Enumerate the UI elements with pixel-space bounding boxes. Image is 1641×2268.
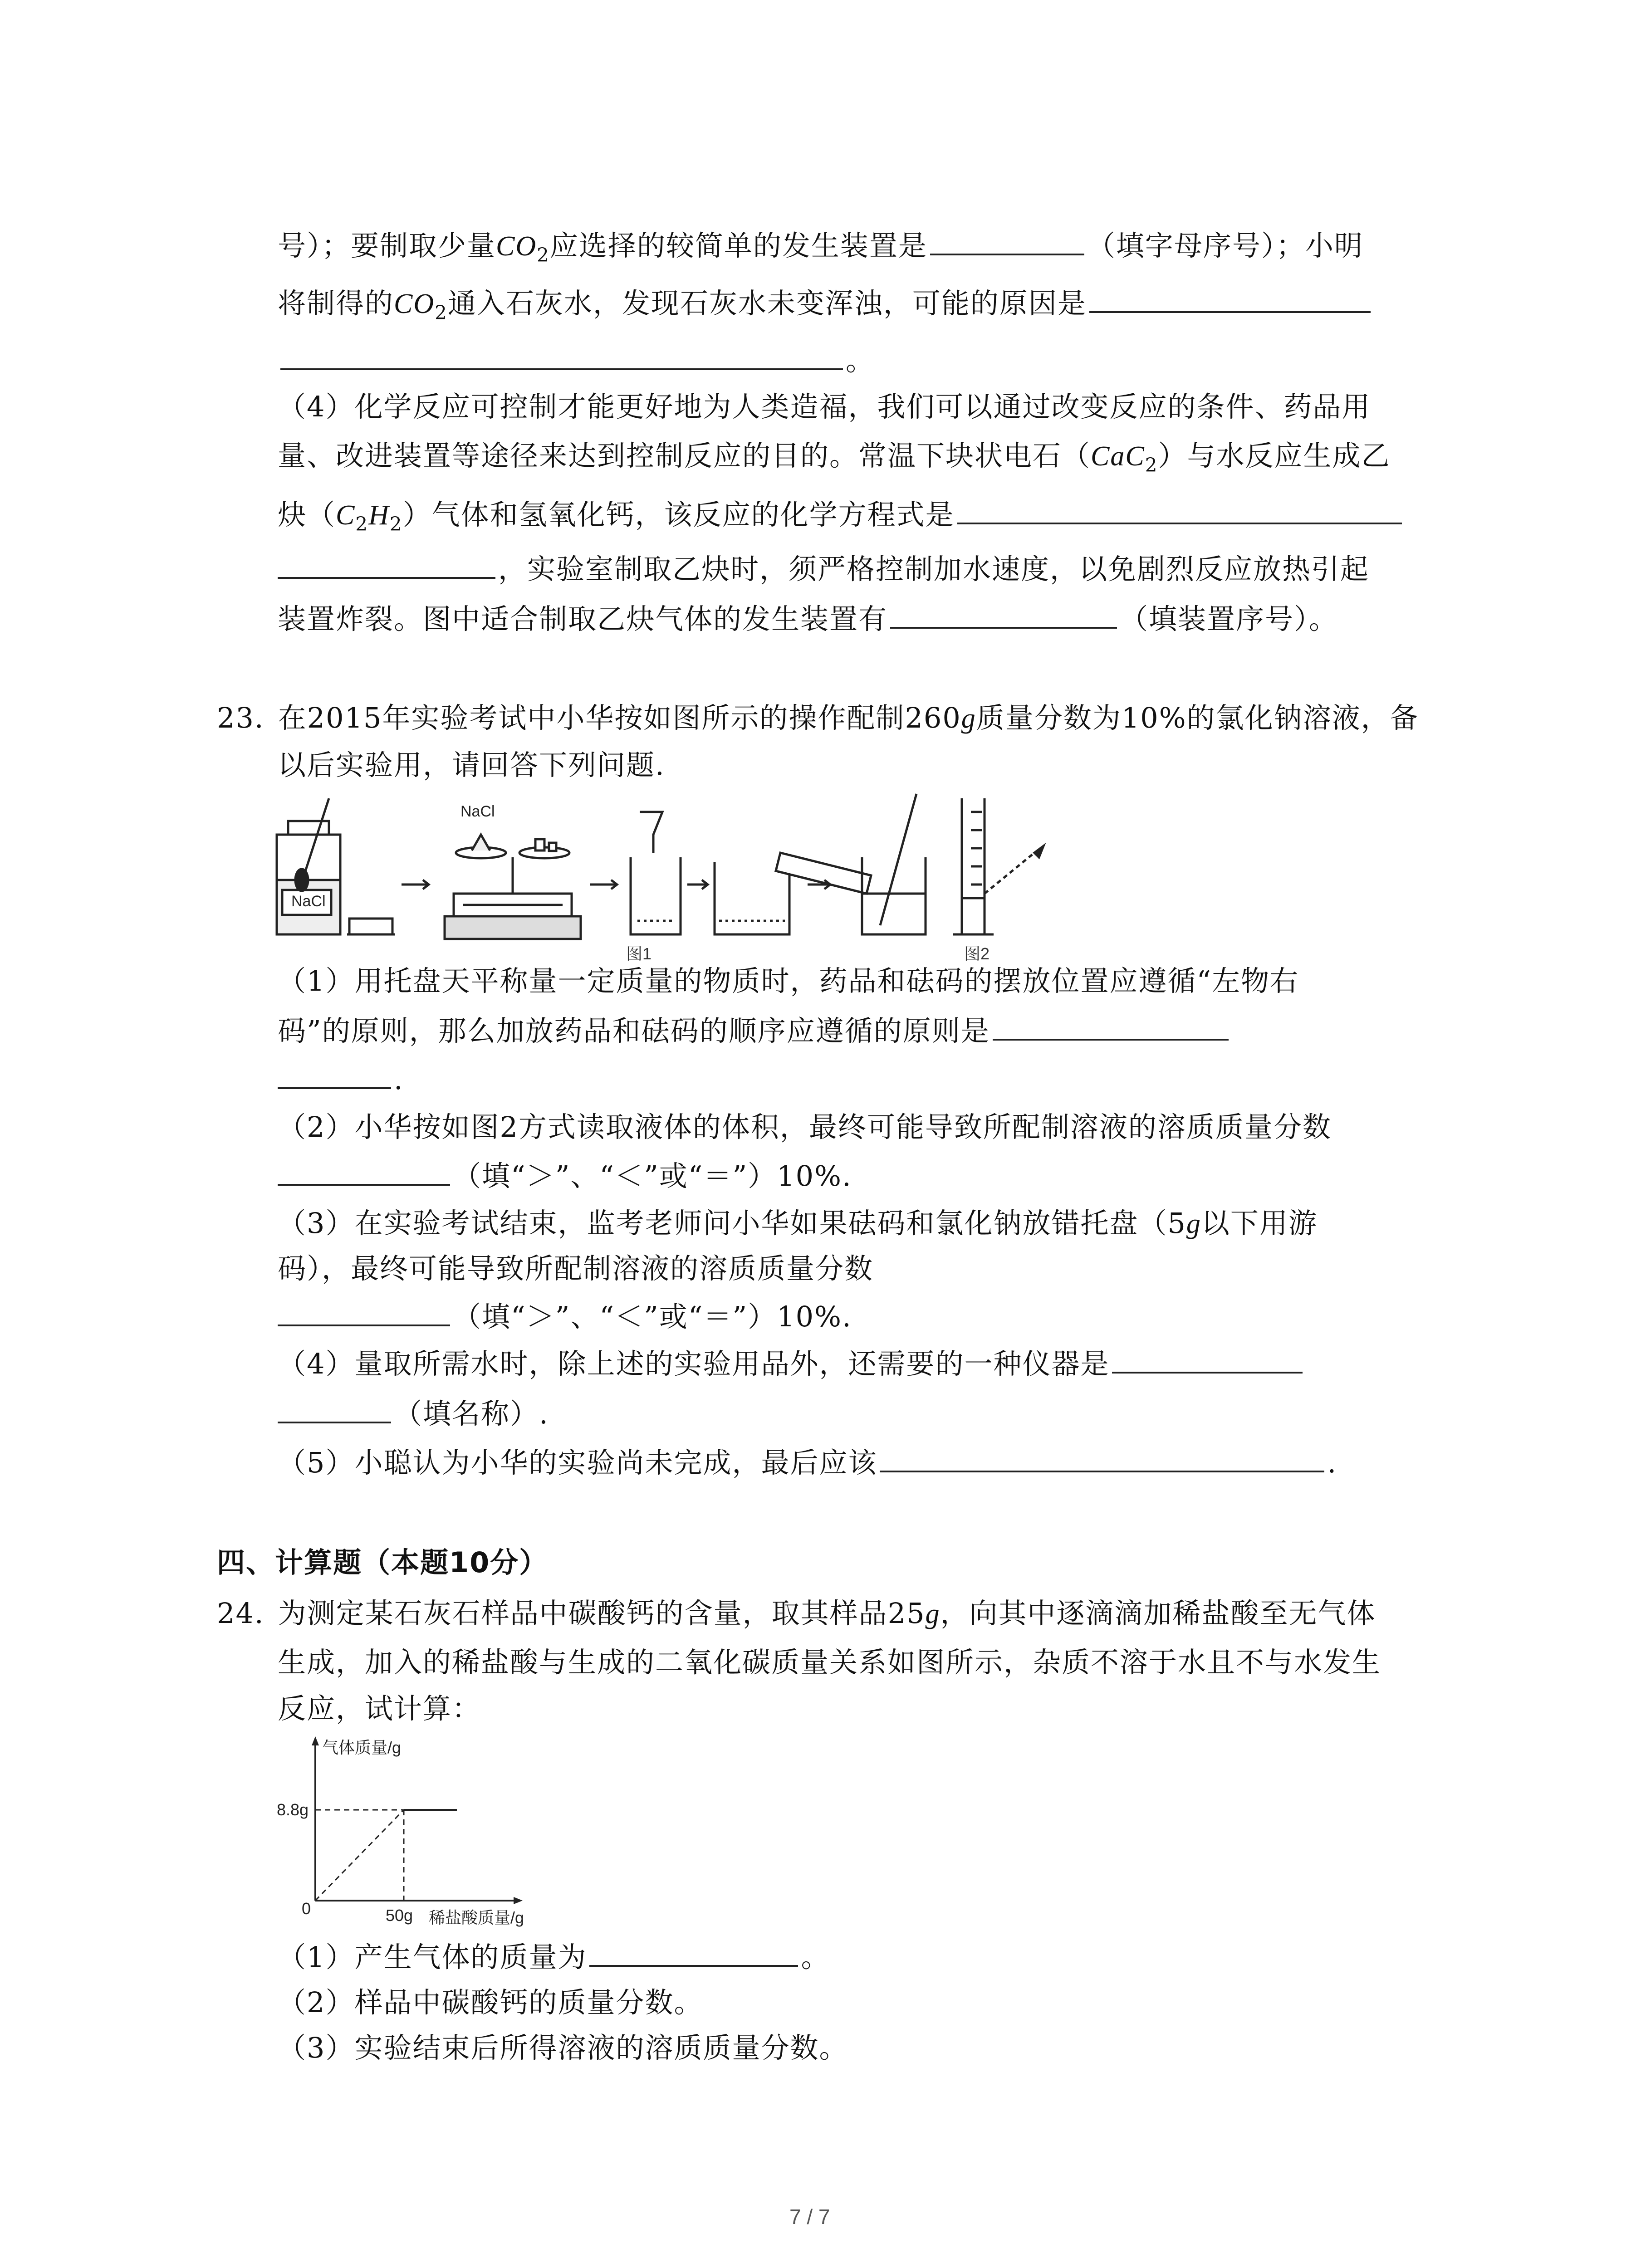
q22-p4-line-2: 量、改进装置等途径来达到控制反应的目的。常温下块状电石（CaC$_2$）与水反应生成乙 xyxy=(278,439,1391,476)
answer-blank[interactable] xyxy=(280,340,843,370)
answer-blank[interactable] xyxy=(880,1442,1324,1472)
origin-label: 0 xyxy=(302,1899,311,1918)
q24-line-3: 反应，试计算： xyxy=(278,1692,481,1725)
q23-s1-line-1: （1）用托盘天平称量一定质量的物质时，药品和砝码的摆放位置应遵循“左物右 xyxy=(278,964,1299,997)
q22-line-1: 号）；要制取少量$CO_2$应选择的较简单的发生装置是 （填字母序号）；小明 xyxy=(278,225,1363,275)
x-tick-label: 50g xyxy=(386,1906,413,1925)
q24-line-1: 24. 为测定某石灰石样品中碳酸钙的含量，取其样品25g，向其中逐滴滴加稀盐酸至无气体 xyxy=(217,1597,1376,1630)
q24-line-2: 生成，加入的稀盐酸与生成的二氧化碳质量关系如图所示，杂质不溶于水且不与水发生 xyxy=(278,1646,1381,1679)
figure-1-label: 图1 xyxy=(626,944,652,963)
reagent-bottle-icon xyxy=(277,798,340,934)
answer-blank[interactable] xyxy=(278,549,495,579)
beaker-cylinder-icon xyxy=(715,853,871,934)
q22-p4-line-1: （4）化学反应可控制才能更好地为人类造福，我们可以通过改变反应的条件、药品用 xyxy=(278,390,1371,423)
answer-blank[interactable] xyxy=(957,494,1402,524)
answer-blank[interactable] xyxy=(278,1296,450,1326)
q23-s3-line-1: （3）在实验考试结束，监考老师问小华如果砝码和氯化钠放错托盘（5g以下用游 xyxy=(278,1207,1318,1240)
answer-blank[interactable] xyxy=(1089,283,1371,313)
section-4-title: 四、计算题（本题10分） xyxy=(217,1546,549,1579)
x-axis-arrow xyxy=(514,1897,523,1904)
q22-p4-line-3: 炔$(C_2H_2)$气体和氢氧化钙，该反应的化学方程式是 xyxy=(278,494,1405,544)
q23-s2-line-2: （填“＞”、“＜”或“＝”）10%. xyxy=(278,1156,852,1197)
series-rising-segment xyxy=(315,1810,404,1901)
graduated-cylinder-icon xyxy=(953,798,1043,934)
beaker-funnel-icon xyxy=(631,812,681,934)
q24-s1-line: （1）产生气体的质量为 。 xyxy=(278,1937,830,1978)
answer-blank[interactable] xyxy=(278,1156,450,1186)
q22-p4-line-4: ，实验室制取乙炔时，须严格控制加水速度，以免剧烈反应放热引起 xyxy=(278,549,1369,590)
y-axis-label: 气体质量/g xyxy=(322,1738,402,1757)
answer-blank[interactable] xyxy=(589,1937,798,1967)
q23-s2-line-1: （2）小华按如图2方式读取液体的体积，最终可能导致所配制溶液的溶质质量分数 xyxy=(278,1110,1332,1144)
q23-s5-line: （5）小聪认为小华的实验尚未完成，最后应该 . xyxy=(278,1442,1337,1483)
q23-s4-line-2: （填名称）. xyxy=(278,1393,549,1434)
q24-gas-mass-chart xyxy=(272,1728,617,1928)
figure-2-label: 图2 xyxy=(964,944,990,963)
x-axis-label: 稀盐酸质量/g xyxy=(429,1908,524,1927)
q23-apparatus-figure xyxy=(272,785,1207,966)
page-number: 7 / 7 xyxy=(789,2205,830,2229)
answer-blank[interactable] xyxy=(930,225,1084,255)
q23-s3-line-3: （填“＞”、“＜”或“＝”）10%. xyxy=(278,1296,852,1337)
q23-line-2: 以后实验用，请回答下列问题. xyxy=(278,748,665,782)
answer-blank[interactable] xyxy=(278,1059,391,1089)
q22-line-3: 。 xyxy=(278,340,875,381)
y-tick-label: 8.8g xyxy=(277,1800,309,1819)
q22-p4-line-5: 装置炸裂。图中适合制取乙炔气体的发生装置有 （填装置序号）。 xyxy=(278,599,1338,640)
q23-s3-line-2: 码），最终可能导致所配制溶液的溶质质量分数 xyxy=(278,1252,874,1285)
q24-s2-line: （2）样品中碳酸钙的质量分数。 xyxy=(278,1986,703,2019)
balance-icon xyxy=(445,835,581,939)
beaker-stirring-icon xyxy=(862,794,926,934)
q23-s1-line-3: . xyxy=(278,1059,404,1100)
q23-s1-line-2: 码”的原则，那么加放药品和砝码的顺序应遵循的原则是 xyxy=(278,1011,1231,1051)
answer-blank[interactable] xyxy=(993,1011,1229,1041)
q23-s4-line-1: （4）量取所需水时，除上述的实验用品外，还需要的一种仪器是 xyxy=(278,1344,1305,1384)
answer-blank[interactable] xyxy=(278,1393,391,1423)
answer-blank[interactable] xyxy=(890,599,1117,629)
q24-s3-line: （3）实验结束后所得溶液的溶质质量分数。 xyxy=(278,2031,848,2064)
q23-line-1: 23. 在2015年实验考试中小华按如图所示的操作配制260g质量分数为10%的氯化钠溶液，备 xyxy=(217,701,1419,734)
answer-blank[interactable] xyxy=(1112,1344,1303,1374)
balance-label: NaCl xyxy=(460,803,495,820)
bottle-label: NaCl xyxy=(291,893,326,910)
y-axis-arrow xyxy=(312,1736,319,1745)
q22-line-2: 将制得的$CO_2$通入石灰水，发现石灰水未变浑浊，可能的原因是 xyxy=(278,283,1373,333)
